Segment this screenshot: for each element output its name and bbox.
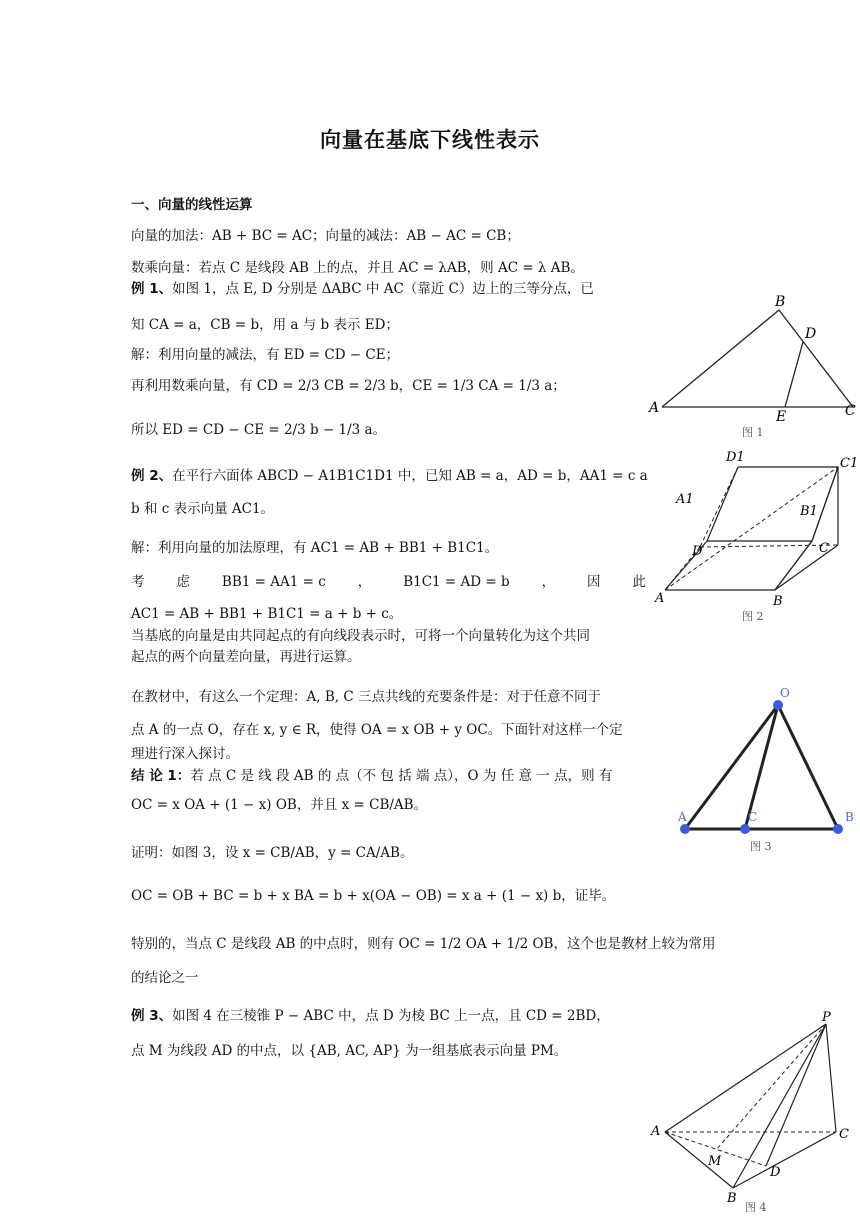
text-span: 如图 1，点 E, D 分别是 ΔABC 中 AC（靠近 C）边上的三等分点，已	[172, 281, 594, 297]
figure-3-division	[668, 685, 860, 855]
text-line: 在教材中，有这么一个定理：A, B, C 三点共线的充要条件是：对于任意不同于	[131, 689, 601, 705]
text-line: OC = x OA + (1 − x) OB，并且 x = CB/AB。	[131, 797, 428, 813]
text-line: 再利用数乘向量，有 CD = 2/3 CB = 2/3 b，CE = 1/3 CA = 1/3 a；	[131, 378, 566, 394]
text-span: B1C1 = AD = b	[403, 574, 510, 590]
fig2-caption: 图 2	[742, 610, 764, 623]
text-line: 起点的两个向量差向量，再进行运算。	[131, 649, 361, 665]
fig3-label: B	[845, 810, 854, 824]
text-span: ，	[541, 574, 556, 590]
text-span: 因	[587, 574, 601, 590]
text-line: 点 A 的一点 O，存在 x, y ∈ R，使得 OA = x OB + y OC。下面针对这样一个定	[131, 722, 623, 738]
text-span: BB1 = AA1 = c	[221, 574, 326, 590]
fig1-label: D	[805, 326, 817, 342]
fig4-label: P	[822, 1010, 831, 1025]
fig4-caption: 图 4	[745, 1201, 767, 1214]
text-span: 此	[632, 574, 646, 590]
fig1-label: E	[776, 409, 787, 425]
text-line: 所以 ED = CD − CE = 2/3 b − 1/3 a。	[131, 422, 387, 438]
text-line: 的结论之一	[131, 970, 199, 986]
text-line: b 和 c 表示向量 AC1。	[131, 501, 275, 517]
text-line: OC = OB + BC = b + x BA = b + x(OA − OB) = x a + (1 − x) b，证毕。	[131, 888, 616, 904]
text-line: 点 M 为线段 AD 的中点，以 {AB, AC, AP} 为一组基底表示向量 PM。	[131, 1043, 568, 1059]
section-heading-linear-ops: 一、向量的线性运算	[131, 197, 253, 213]
fig3-label: C	[748, 810, 758, 824]
example-3-intro	[131, 1006, 610, 1026]
conclusion-1	[131, 766, 612, 786]
figure-2-parallelepiped	[650, 445, 860, 625]
fig4-label: M	[708, 1154, 722, 1169]
fig2-label: B	[773, 594, 783, 609]
fig2-label: A1	[676, 492, 694, 507]
conclusion-label: 结 论 1：	[131, 768, 191, 784]
text-span: ，	[357, 574, 372, 590]
example-label: 例 1、	[131, 281, 173, 297]
text-line: AC1 = AB + BB1 + B1C1 = a + b + c。	[131, 606, 403, 622]
text-span: 考	[131, 574, 145, 590]
fig1-label: C	[845, 403, 856, 419]
figure-4-tetrahedron	[648, 1008, 860, 1216]
example-label: 例 2、	[131, 468, 173, 484]
text-line: 当基底的向量是由共同起点的有向线段表示时，可将一个向量转化为这个共同	[131, 628, 590, 644]
fig4-label: D	[770, 1165, 781, 1180]
fig3-label: O	[780, 686, 790, 700]
text-span: 如图 4 在三棱锥 P − ABC 中，点 D 为棱 BC 上一点，且 CD = 2BD，	[172, 1008, 610, 1024]
text-line: 向量的加法：AB + BC = AC；向量的减法：AB − AC = CB；	[131, 228, 520, 244]
fig2-label: A	[655, 591, 665, 606]
figure-1-triangle	[645, 290, 860, 445]
fig1-label: B	[775, 294, 786, 310]
fig3-caption: 图 3	[750, 840, 772, 853]
text-line: 解：利用向量的加法原理，有 AC1 = AB + BB1 + B1C1。	[131, 540, 499, 556]
fig3-label: A	[678, 810, 687, 824]
text-span: 虑	[176, 574, 190, 590]
fig2-label: B1	[800, 504, 818, 519]
text-line: 知 CA = a，CB = b，用 a 与 b 表示 ED；	[131, 317, 399, 333]
fig2-label: D1	[726, 450, 745, 465]
example-2-intro	[131, 466, 648, 486]
text-line: 证明：如图 3，设 x = CB/AB，y = CA/AB。	[131, 845, 414, 861]
fig1-caption: 图 1	[742, 426, 764, 439]
fig2-label: C	[819, 541, 829, 556]
example-1-intro	[131, 279, 594, 299]
fig4-label: C	[839, 1127, 849, 1142]
text-span: 若 点 C 是 线 段 AB 的 点（不 包 括 端 点），O 为 任 意 一 点，则 有	[190, 768, 613, 784]
text-span: 在平行六面体 ABCD − A1B1C1D1 中，已知 AB = a，AD = b，AA1 = c a	[172, 468, 648, 484]
fig2-label: C1	[840, 456, 859, 471]
fig2-label: D	[692, 544, 703, 559]
fig4-label: B	[727, 1191, 737, 1206]
page-title: 向量在基底下线性表示	[320, 128, 540, 152]
justified-line	[131, 572, 646, 592]
example-label: 例 3、	[131, 1008, 173, 1024]
fig4-label: A	[651, 1124, 661, 1139]
text-line: 特别的，当点 C 是线段 AB 的中点时，则有 OC = 1/2 OA + 1/2 OB，这个也是教材上较为常用	[131, 936, 716, 952]
text-line: 数乘向量：若点 C 是线段 AB 上的点，并且 AC = λAB，则 AC = λ AB。	[131, 260, 584, 276]
text-line: 解：利用向量的减法，有 ED = CD − CE；	[131, 347, 400, 363]
fig1-label: A	[649, 400, 660, 416]
text-line: 理进行深入探讨。	[131, 746, 239, 762]
